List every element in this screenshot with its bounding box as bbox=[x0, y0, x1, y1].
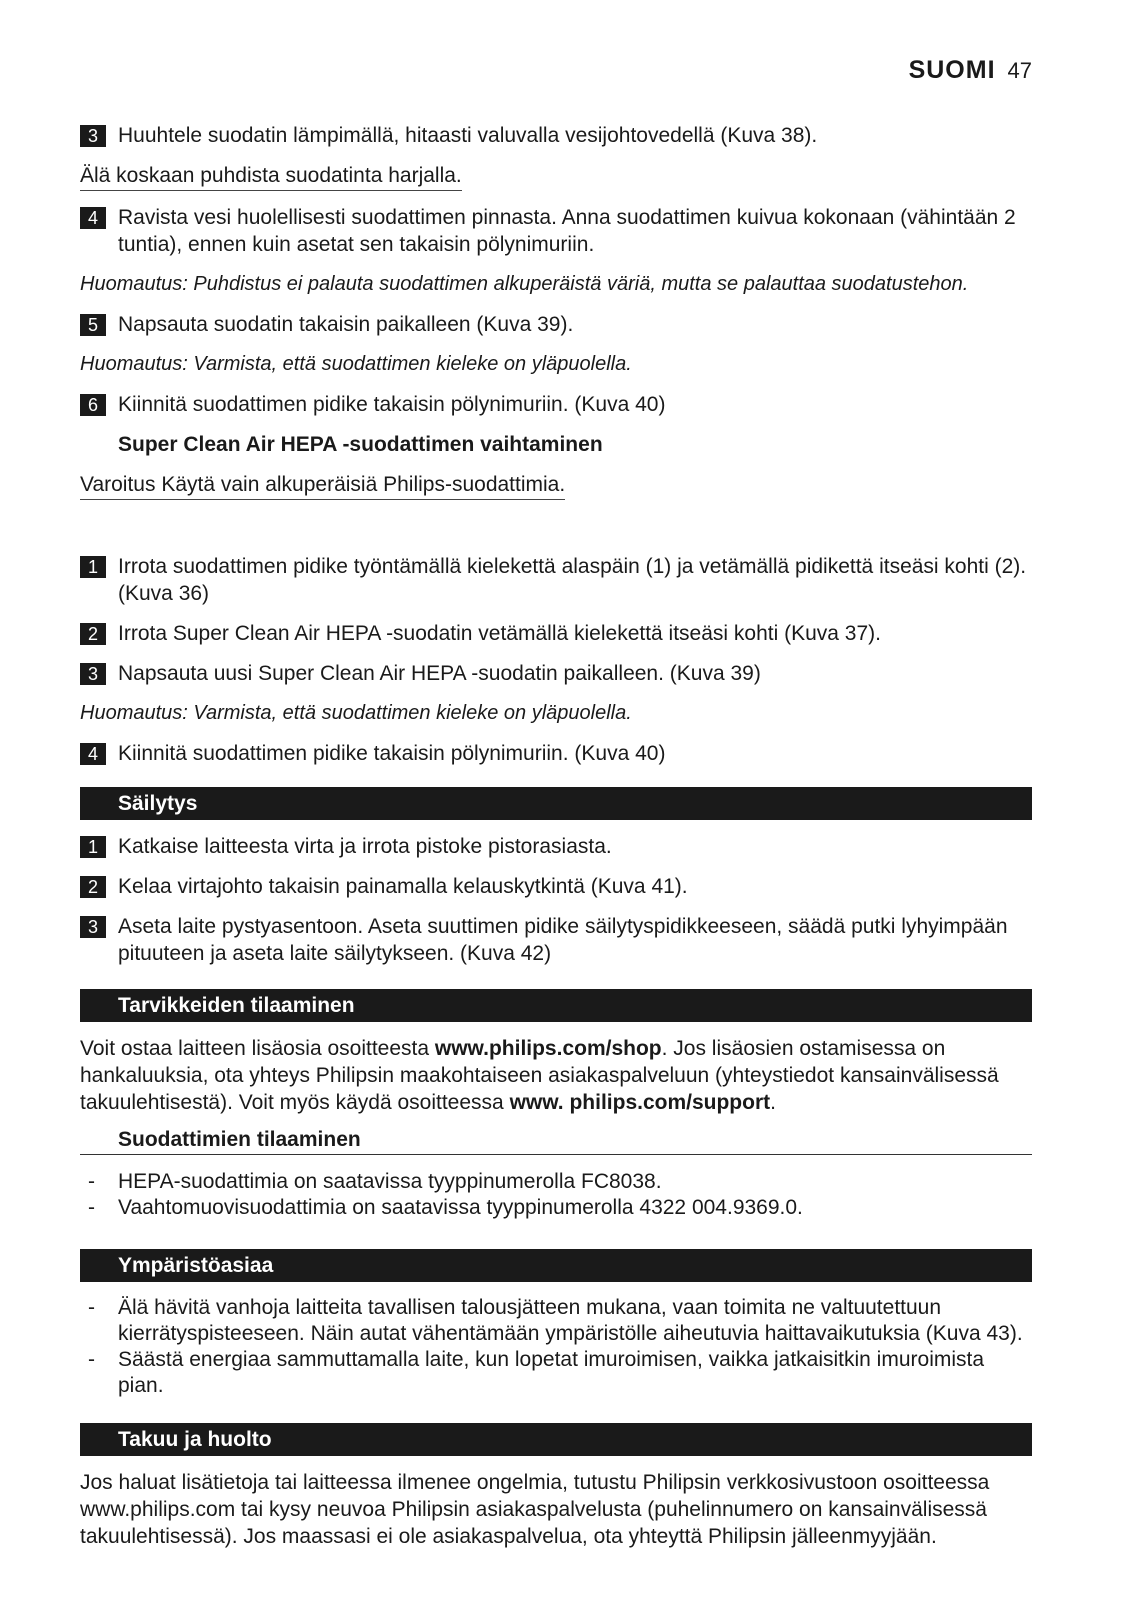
step-item bbox=[80, 391, 1032, 418]
step-number: 2 bbox=[80, 876, 106, 898]
step-number: 6 bbox=[80, 394, 106, 416]
step-item bbox=[80, 553, 1032, 607]
list-item-text: HEPA-suodattimia on saatavissa tyyppinumerolla FC8038. bbox=[118, 1170, 662, 1193]
section-heading-environment: Ympäristöasiaa bbox=[80, 1249, 1032, 1282]
step-text: Aseta laite pystyasentoon. Aseta suuttimen pidike säilytyspidikkeeseen, säädä putki lyhyimpään pituuteen ja aseta laite säilytykseen. (Kuva 42) bbox=[118, 915, 1008, 965]
note-text: Huomautus: Varmista, että suodattimen kieleke on yläpuolella. bbox=[80, 353, 632, 375]
step-number: 3 bbox=[80, 125, 106, 147]
page-number: 47 bbox=[1007, 58, 1032, 83]
step-item bbox=[80, 620, 1032, 647]
list-item-text: Säästä energiaa sammuttamalla laite, kun lopetat imuroimisen, vaikka jatkaisitkin imuroimista pian. bbox=[118, 1348, 985, 1397]
step-item bbox=[80, 913, 1032, 967]
step-number: 4 bbox=[80, 207, 106, 229]
list-item bbox=[80, 1195, 1032, 1221]
dash-bullet: - bbox=[88, 1196, 95, 1219]
step-number: 4 bbox=[80, 743, 106, 765]
note-text: Huomautus: Puhdistus ei palauta suodattimen alkuperäistä väriä, mutta se palauttaa suodatustehon. bbox=[80, 273, 969, 295]
filters-subheading-label: Suodattimien tilaaminen bbox=[118, 1128, 361, 1151]
step-text: Napsauta uusi Super Clean Air HEPA -suodatin paikalleen. (Kuva 39) bbox=[118, 662, 761, 685]
step-item bbox=[80, 740, 1032, 767]
step-text: Huuhtele suodatin lämpimällä, hitaasti valuvalla vesijohtovedellä (Kuva 38). bbox=[118, 124, 818, 147]
section-heading-storage: Säilytys bbox=[80, 787, 1032, 820]
list-item-text: Älä hävitä vanhoja laitteita tavallisen talousjätteen mukana, vaan toimita ne valtuutettuun kierrätyspisteeseen. Näin autat vähentämään ympäristölle aiheutuvia haittavaikutuksia (Kuva 43). bbox=[118, 1296, 1023, 1345]
list-item bbox=[80, 1347, 1032, 1399]
list-item-text: Vaahtomuovisuodattimia on saatavissa tyyppinumerolla 4322 004.9369.0. bbox=[118, 1196, 803, 1219]
shop-link[interactable]: www.philips.com/shop bbox=[434, 1037, 662, 1060]
list-item bbox=[80, 1295, 1032, 1347]
list-item bbox=[80, 1169, 1032, 1195]
filters-subheading bbox=[80, 1128, 1032, 1155]
page-header bbox=[909, 56, 1032, 85]
dash-bullet: - bbox=[88, 1348, 95, 1371]
note-text: Huomautus: Varmista, että suodattimen kieleke on yläpuolella. bbox=[80, 702, 632, 724]
step-item bbox=[80, 660, 1032, 687]
language-label: SUOMI bbox=[908, 56, 996, 84]
ordering-text-2: . Jos lisäosien ostamisessa on hankaluuksia, ota yhteys Philipsin maakohtaiseen asiakaspalveluun (yhteystiedot kansainvälisessä takuulehtisestä). Voit myös käydä osoitteessa bbox=[80, 1037, 999, 1114]
step-text: Irrota Super Clean Air HEPA -suodatin vetämällä kielekettä itseäsi kohti (Kuva 37). bbox=[118, 622, 881, 645]
step-item bbox=[80, 311, 1032, 338]
ordering-text-3: . bbox=[770, 1091, 776, 1114]
step-number: 2 bbox=[80, 623, 106, 645]
step-number: 1 bbox=[80, 556, 106, 578]
step-number: 1 bbox=[80, 836, 106, 858]
warranty-paragraph: Jos haluat lisätietoja tai laitteessa ilmenee ongelmia, tutustu Philipsin verkkosivustoon osoitteessa www.philips.com tai kysy neuvoa Philipsin asiakaspalvelusta (puhelinnumero on kansainvälisessä takuulehtisessä). Jos maassasi ei ole asiakaspalvelua, ota yhteyttä Philipsin jälleenmyyjään. bbox=[80, 1471, 990, 1548]
warning-label: Varoitus Käytä vain alkuperäisiä Philips-suodattimia. bbox=[80, 471, 565, 500]
step-text: Kiinnitä suodattimen pidike takaisin pölynimuriin. (Kuva 40) bbox=[118, 393, 666, 416]
step-item bbox=[80, 122, 1032, 149]
step-text: Kelaa virtajohto takaisin painamalla kelauskytkintä (Kuva 41). bbox=[118, 875, 688, 898]
ordering-text-1: Voit ostaa laitteen lisäosia osoitteesta bbox=[80, 1037, 435, 1060]
ordering-paragraph bbox=[80, 1035, 1032, 1116]
step-number: 5 bbox=[80, 314, 106, 336]
step-text: Kiinnitä suodattimen pidike takaisin pölynimuriin. (Kuva 40) bbox=[118, 742, 666, 765]
caution-label: Älä koskaan puhdista suodatinta harjalla. bbox=[80, 162, 462, 191]
dash-bullet: - bbox=[88, 1170, 95, 1193]
step-item bbox=[80, 204, 1032, 258]
step-item bbox=[80, 873, 1032, 900]
step-text: Katkaise laitteesta virta ja irrota pistoke pistorasiasta. bbox=[118, 835, 612, 858]
step-number: 3 bbox=[80, 663, 106, 685]
step-text: Irrota suodattimen pidike työntämällä kielekettä alaspäin (1) ja vetämällä pidikettä itseäsi kohti (2). (Kuva 36) bbox=[118, 555, 1027, 605]
hepa-heading: Super Clean Air HEPA -suodattimen vaihtaminen bbox=[118, 433, 603, 456]
section-heading-warranty: Takuu ja huolto bbox=[80, 1423, 1032, 1456]
step-text: Napsauta suodatin takaisin paikalleen (Kuva 39). bbox=[118, 313, 574, 336]
section-heading-ordering: Tarvikkeiden tilaaminen bbox=[80, 989, 1032, 1022]
dash-bullet: - bbox=[88, 1296, 95, 1319]
warning-text bbox=[80, 471, 1032, 500]
support-link[interactable]: www. philips.com/support bbox=[509, 1091, 771, 1114]
caution-text bbox=[80, 162, 1032, 191]
step-number: 3 bbox=[80, 916, 106, 938]
step-item bbox=[80, 833, 1032, 860]
spacer bbox=[80, 513, 1032, 553]
step-text: Ravista vesi huolellisesti suodattimen pinnasta. Anna suodattimen kuivua kokonaan (vähintään 2 tuntia), ennen kuin asetat sen takaisin pölynimuriin. bbox=[118, 206, 1016, 256]
page-content bbox=[80, 122, 1032, 1550]
